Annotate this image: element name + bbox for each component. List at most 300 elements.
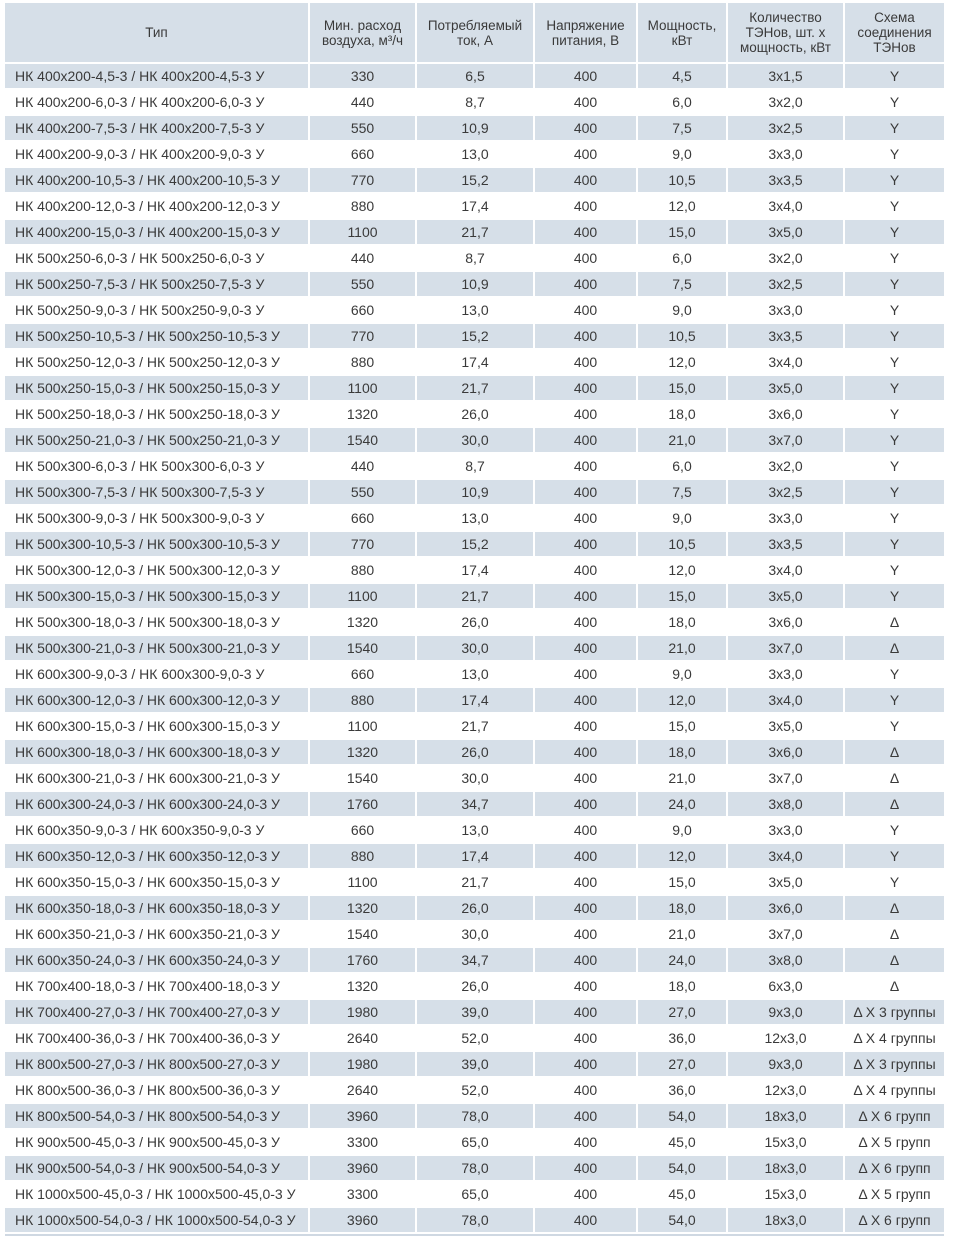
- cell-heater-count: 3x2,5: [727, 479, 844, 505]
- header-heater-count: Количество ТЭНов, шт. x мощность, кВт: [727, 3, 844, 63]
- cell-power: 9,0: [637, 661, 727, 687]
- cell-power: 21,0: [637, 635, 727, 661]
- cell-connection-scheme: Y: [844, 843, 944, 869]
- cell-min-airflow: 3960: [309, 1207, 416, 1233]
- cell-voltage: 400: [534, 921, 637, 947]
- cell-min-airflow: 880: [309, 193, 416, 219]
- table-row: [5, 583, 944, 609]
- cell-type: НК 600x300-18,0-3 / НК 600x300-18,0-3 У: [5, 739, 309, 765]
- cell-voltage: 400: [534, 1103, 637, 1129]
- cell-min-airflow: 1980: [309, 999, 416, 1025]
- cell-type: НК 400x200-12,0-3 / НК 400x200-12,0-3 У: [5, 193, 309, 219]
- cell-type: НК 500x250-18,0-3 / НК 500x250-18,0-3 У: [5, 401, 309, 427]
- cell-heater-count: 3x6,0: [727, 739, 844, 765]
- cell-connection-scheme: Y: [844, 401, 944, 427]
- cell-power: 54,0: [637, 1155, 727, 1181]
- cell-heater-count: 3x4,0: [727, 687, 844, 713]
- cell-type: НК 800x500-27,0-3 / НК 800x500-27,0-3 У: [5, 1051, 309, 1077]
- header-min-airflow: Мин. расход воздуха, м³/ч: [309, 3, 416, 63]
- table-row: [5, 843, 944, 869]
- cell-power: 21,0: [637, 921, 727, 947]
- cell-voltage: 400: [534, 1155, 637, 1181]
- cell-voltage: 400: [534, 765, 637, 791]
- cell-current: 15,2: [416, 531, 534, 557]
- cell-connection-scheme: Y: [844, 583, 944, 609]
- cell-type: НК 400x200-4,5-3 / НК 400x200-4,5-3 У: [5, 63, 309, 89]
- cell-current: 26,0: [416, 401, 534, 427]
- cell-heater-count: 12x3,0: [727, 1077, 844, 1103]
- cell-voltage: 400: [534, 583, 637, 609]
- table-row: [5, 817, 944, 843]
- cell-heater-count: 3x2,0: [727, 89, 844, 115]
- cell-power: 7,5: [637, 115, 727, 141]
- cell-connection-scheme: Y: [844, 687, 944, 713]
- cell-power: 45,0: [637, 1129, 727, 1155]
- cell-connection-scheme: Δ X 5 групп: [844, 1181, 944, 1207]
- cell-connection-scheme: Y: [844, 115, 944, 141]
- cell-power: 15,0: [637, 375, 727, 401]
- cell-voltage: 400: [534, 557, 637, 583]
- cell-heater-count: 15x3,0: [727, 1129, 844, 1155]
- cell-heater-count: 6x3,0: [727, 973, 844, 999]
- cell-power: 18,0: [637, 739, 727, 765]
- table-row: [5, 63, 944, 89]
- table-row: [5, 895, 944, 921]
- cell-type: НК 600x350-21,0-3 / НК 600x350-21,0-3 У: [5, 921, 309, 947]
- table-row: [5, 739, 944, 765]
- table-row: [5, 375, 944, 401]
- cell-heater-count: 3x3,0: [727, 661, 844, 687]
- cell-voltage: 400: [534, 947, 637, 973]
- cell-min-airflow: 770: [309, 167, 416, 193]
- table-row: [5, 427, 944, 453]
- cell-voltage: 400: [534, 1181, 637, 1207]
- cell-heater-count: 18x3,0: [727, 1103, 844, 1129]
- cell-type: НК 500x300-12,0-3 / НК 500x300-12,0-3 У: [5, 557, 309, 583]
- cell-type: НК 500x300-10,5-3 / НК 500x300-10,5-3 У: [5, 531, 309, 557]
- cell-type: НК 600x350-9,0-3 / НК 600x350-9,0-3 У: [5, 817, 309, 843]
- cell-current: 52,0: [416, 1025, 534, 1051]
- cell-current: 65,0: [416, 1129, 534, 1155]
- table-row: [5, 1103, 944, 1129]
- cell-connection-scheme: Y: [844, 713, 944, 739]
- table-row: [5, 973, 944, 999]
- cell-current: 8,7: [416, 245, 534, 271]
- table-row: [5, 1051, 944, 1077]
- cell-current: 13,0: [416, 817, 534, 843]
- cell-heater-count: 15x3,0: [727, 1181, 844, 1207]
- cell-heater-count: 3x7,0: [727, 765, 844, 791]
- cell-heater-count: 3x3,5: [727, 531, 844, 557]
- cell-heater-count: 3x5,0: [727, 869, 844, 895]
- cell-type: НК 600x300-12,0-3 / НК 600x300-12,0-3 У: [5, 687, 309, 713]
- cell-power: 4,5: [637, 63, 727, 89]
- cell-connection-scheme: Δ: [844, 609, 944, 635]
- table-body: [5, 63, 944, 1233]
- cell-min-airflow: 660: [309, 661, 416, 687]
- cell-heater-count: 3x4,0: [727, 843, 844, 869]
- cell-type: НК 600x300-15,0-3 / НК 600x300-15,0-3 У: [5, 713, 309, 739]
- cell-voltage: 400: [534, 271, 637, 297]
- table-row: [5, 661, 944, 687]
- cell-current: 15,2: [416, 167, 534, 193]
- cell-power: 15,0: [637, 869, 727, 895]
- cell-type: НК 400x200-15,0-3 / НК 400x200-15,0-3 У: [5, 219, 309, 245]
- cell-heater-count: 3x8,0: [727, 947, 844, 973]
- cell-current: 17,4: [416, 193, 534, 219]
- cell-connection-scheme: Δ X 5 групп: [844, 1129, 944, 1155]
- cell-power: 12,0: [637, 193, 727, 219]
- cell-type: НК 600x300-24,0-3 / НК 600x300-24,0-3 У: [5, 791, 309, 817]
- cell-power: 10,5: [637, 323, 727, 349]
- cell-current: 21,7: [416, 219, 534, 245]
- cell-connection-scheme: Δ: [844, 765, 944, 791]
- cell-connection-scheme: Y: [844, 271, 944, 297]
- cell-connection-scheme: Y: [844, 297, 944, 323]
- table-row: [5, 1181, 944, 1207]
- cell-voltage: 400: [534, 323, 637, 349]
- cell-type: НК 500x250-7,5-3 / НК 500x250-7,5-3 У: [5, 271, 309, 297]
- cell-power: 18,0: [637, 401, 727, 427]
- cell-voltage: 400: [534, 349, 637, 375]
- cell-current: 65,0: [416, 1181, 534, 1207]
- cell-current: 21,7: [416, 869, 534, 895]
- cell-voltage: 400: [534, 401, 637, 427]
- cell-min-airflow: 1320: [309, 739, 416, 765]
- cell-heater-count: 3x5,0: [727, 219, 844, 245]
- cell-heater-count: 18x3,0: [727, 1155, 844, 1181]
- table-row: [5, 401, 944, 427]
- cell-connection-scheme: Δ: [844, 973, 944, 999]
- cell-voltage: 400: [534, 739, 637, 765]
- cell-type: НК 500x300-21,0-3 / НК 500x300-21,0-3 У: [5, 635, 309, 661]
- table-row: [5, 89, 944, 115]
- cell-min-airflow: 550: [309, 271, 416, 297]
- cell-heater-count: 12x3,0: [727, 1025, 844, 1051]
- cell-voltage: 400: [534, 843, 637, 869]
- cell-type: НК 500x300-7,5-3 / НК 500x300-7,5-3 У: [5, 479, 309, 505]
- cell-power: 18,0: [637, 895, 727, 921]
- cell-power: 12,0: [637, 557, 727, 583]
- cell-voltage: 400: [534, 817, 637, 843]
- cell-voltage: 400: [534, 479, 637, 505]
- cell-heater-count: 3x5,0: [727, 583, 844, 609]
- header-row: [5, 3, 944, 63]
- cell-voltage: 400: [534, 1077, 637, 1103]
- cell-current: 78,0: [416, 1207, 534, 1233]
- cell-type: НК 700x400-36,0-3 / НК 700x400-36,0-3 У: [5, 1025, 309, 1051]
- cell-min-airflow: 440: [309, 89, 416, 115]
- cell-min-airflow: 1760: [309, 947, 416, 973]
- table-bottom-rule: [5, 1234, 944, 1236]
- cell-connection-scheme: Δ: [844, 921, 944, 947]
- cell-connection-scheme: Y: [844, 869, 944, 895]
- cell-power: 21,0: [637, 765, 727, 791]
- cell-connection-scheme: Δ: [844, 947, 944, 973]
- cell-voltage: 400: [534, 635, 637, 661]
- cell-current: 17,4: [416, 349, 534, 375]
- cell-type: НК 700x400-18,0-3 / НК 700x400-18,0-3 У: [5, 973, 309, 999]
- table-row: [5, 635, 944, 661]
- table-row: [5, 1025, 944, 1051]
- cell-connection-scheme: Δ X 3 группы: [844, 1051, 944, 1077]
- table-row: [5, 1207, 944, 1233]
- cell-min-airflow: 3300: [309, 1181, 416, 1207]
- cell-current: 34,7: [416, 947, 534, 973]
- cell-type: НК 500x300-9,0-3 / НК 500x300-9,0-3 У: [5, 505, 309, 531]
- cell-voltage: 400: [534, 687, 637, 713]
- cell-type: НК 600x300-9,0-3 / НК 600x300-9,0-3 У: [5, 661, 309, 687]
- cell-current: 26,0: [416, 973, 534, 999]
- cell-power: 7,5: [637, 479, 727, 505]
- cell-min-airflow: 880: [309, 687, 416, 713]
- cell-type: НК 600x350-12,0-3 / НК 600x350-12,0-3 У: [5, 843, 309, 869]
- cell-min-airflow: 1320: [309, 609, 416, 635]
- cell-type: НК 400x200-9,0-3 / НК 400x200-9,0-3 У: [5, 141, 309, 167]
- table-row: [5, 297, 944, 323]
- cell-current: 10,9: [416, 271, 534, 297]
- cell-heater-count: 3x5,0: [727, 375, 844, 401]
- cell-voltage: 400: [534, 661, 637, 687]
- cell-connection-scheme: Δ X 4 группы: [844, 1025, 944, 1051]
- table-row: [5, 765, 944, 791]
- cell-current: 39,0: [416, 1051, 534, 1077]
- cell-power: 6,0: [637, 245, 727, 271]
- cell-current: 17,4: [416, 843, 534, 869]
- cell-current: 30,0: [416, 635, 534, 661]
- cell-heater-count: 3x3,0: [727, 505, 844, 531]
- cell-min-airflow: 2640: [309, 1025, 416, 1051]
- cell-type: НК 900x500-45,0-3 / НК 900x500-45,0-3 У: [5, 1129, 309, 1155]
- cell-current: 8,7: [416, 89, 534, 115]
- cell-connection-scheme: Y: [844, 323, 944, 349]
- cell-power: 7,5: [637, 271, 727, 297]
- cell-voltage: 400: [534, 791, 637, 817]
- cell-current: 30,0: [416, 765, 534, 791]
- cell-connection-scheme: Δ X 6 групп: [844, 1155, 944, 1181]
- table-row: [5, 271, 944, 297]
- table-row: [5, 141, 944, 167]
- cell-current: 15,2: [416, 323, 534, 349]
- cell-type: НК 400x200-10,5-3 / НК 400x200-10,5-3 У: [5, 167, 309, 193]
- cell-current: 8,7: [416, 453, 534, 479]
- cell-current: 6,5: [416, 63, 534, 89]
- cell-min-airflow: 1540: [309, 921, 416, 947]
- cell-min-airflow: 1100: [309, 219, 416, 245]
- table-row: [5, 687, 944, 713]
- cell-heater-count: 3x2,5: [727, 271, 844, 297]
- header-connection-scheme: Схема соединения ТЭНов: [844, 3, 944, 63]
- cell-power: 27,0: [637, 999, 727, 1025]
- cell-current: 13,0: [416, 297, 534, 323]
- cell-type: НК 500x250-9,0-3 / НК 500x250-9,0-3 У: [5, 297, 309, 323]
- cell-power: 6,0: [637, 89, 727, 115]
- cell-heater-count: 3x6,0: [727, 401, 844, 427]
- cell-type: НК 500x250-10,5-3 / НК 500x250-10,5-3 У: [5, 323, 309, 349]
- cell-heater-count: 3x4,0: [727, 349, 844, 375]
- cell-type: НК 500x250-12,0-3 / НК 500x250-12,0-3 У: [5, 349, 309, 375]
- cell-current: 52,0: [416, 1077, 534, 1103]
- cell-type: НК 600x350-24,0-3 / НК 600x350-24,0-3 У: [5, 947, 309, 973]
- table-row: [5, 505, 944, 531]
- cell-power: 9,0: [637, 297, 727, 323]
- table-row: [5, 713, 944, 739]
- cell-heater-count: 3x4,0: [727, 557, 844, 583]
- cell-heater-count: 3x6,0: [727, 895, 844, 921]
- cell-current: 26,0: [416, 895, 534, 921]
- table-row: [5, 167, 944, 193]
- table-row: [5, 479, 944, 505]
- cell-heater-count: 3x1,5: [727, 63, 844, 89]
- table-row: [5, 531, 944, 557]
- cell-connection-scheme: Y: [844, 817, 944, 843]
- cell-min-airflow: 880: [309, 557, 416, 583]
- cell-voltage: 400: [534, 453, 637, 479]
- cell-current: 13,0: [416, 661, 534, 687]
- cell-current: 78,0: [416, 1155, 534, 1181]
- cell-voltage: 400: [534, 531, 637, 557]
- cell-power: 6,0: [637, 453, 727, 479]
- cell-voltage: 400: [534, 63, 637, 89]
- cell-current: 30,0: [416, 427, 534, 453]
- cell-min-airflow: 440: [309, 245, 416, 271]
- cell-power: 9,0: [637, 505, 727, 531]
- cell-power: 45,0: [637, 1181, 727, 1207]
- cell-min-airflow: 550: [309, 115, 416, 141]
- cell-min-airflow: 440: [309, 453, 416, 479]
- table-row: [5, 349, 944, 375]
- cell-type: НК 600x300-21,0-3 / НК 600x300-21,0-3 У: [5, 765, 309, 791]
- cell-type: НК 400x200-7,5-3 / НК 400x200-7,5-3 У: [5, 115, 309, 141]
- cell-power: 36,0: [637, 1077, 727, 1103]
- cell-connection-scheme: Δ X 3 группы: [844, 999, 944, 1025]
- cell-current: 13,0: [416, 141, 534, 167]
- cell-voltage: 400: [534, 89, 637, 115]
- cell-type: НК 600x350-18,0-3 / НК 600x350-18,0-3 У: [5, 895, 309, 921]
- specs-table: [5, 3, 944, 1234]
- cell-heater-count: 3x5,0: [727, 713, 844, 739]
- cell-type: НК 1000x500-54,0-3 / НК 1000x500-54,0-3 У: [5, 1207, 309, 1233]
- cell-voltage: 400: [534, 1051, 637, 1077]
- cell-power: 54,0: [637, 1207, 727, 1233]
- cell-voltage: 400: [534, 1129, 637, 1155]
- cell-voltage: 400: [534, 375, 637, 401]
- cell-min-airflow: 1100: [309, 375, 416, 401]
- cell-type: НК 400x200-6,0-3 / НК 400x200-6,0-3 У: [5, 89, 309, 115]
- cell-heater-count: 3x8,0: [727, 791, 844, 817]
- cell-connection-scheme: Δ X 6 групп: [844, 1103, 944, 1129]
- cell-heater-count: 3x7,0: [727, 635, 844, 661]
- cell-current: 26,0: [416, 739, 534, 765]
- cell-heater-count: 3x2,0: [727, 453, 844, 479]
- cell-connection-scheme: Y: [844, 375, 944, 401]
- cell-connection-scheme: Y: [844, 63, 944, 89]
- cell-power: 36,0: [637, 1025, 727, 1051]
- table-row: [5, 557, 944, 583]
- cell-min-airflow: 1100: [309, 713, 416, 739]
- cell-heater-count: 9x3,0: [727, 999, 844, 1025]
- cell-power: 9,0: [637, 817, 727, 843]
- cell-heater-count: 3x4,0: [727, 193, 844, 219]
- cell-type: НК 800x500-54,0-3 / НК 800x500-54,0-3 У: [5, 1103, 309, 1129]
- cell-power: 15,0: [637, 583, 727, 609]
- cell-power: 54,0: [637, 1103, 727, 1129]
- cell-heater-count: 3x3,5: [727, 167, 844, 193]
- cell-current: 26,0: [416, 609, 534, 635]
- cell-current: 34,7: [416, 791, 534, 817]
- table-row: [5, 791, 944, 817]
- table-row: [5, 219, 944, 245]
- cell-heater-count: 3x6,0: [727, 609, 844, 635]
- cell-type: НК 600x350-15,0-3 / НК 600x350-15,0-3 У: [5, 869, 309, 895]
- cell-power: 27,0: [637, 1051, 727, 1077]
- table-row: [5, 999, 944, 1025]
- cell-min-airflow: 1540: [309, 427, 416, 453]
- cell-min-airflow: 1320: [309, 973, 416, 999]
- cell-min-airflow: 660: [309, 505, 416, 531]
- cell-min-airflow: 1100: [309, 583, 416, 609]
- cell-power: 10,5: [637, 531, 727, 557]
- cell-heater-count: 3x3,5: [727, 323, 844, 349]
- cell-voltage: 400: [534, 1025, 637, 1051]
- table-row: [5, 947, 944, 973]
- cell-connection-scheme: Δ X 4 группы: [844, 1077, 944, 1103]
- cell-voltage: 400: [534, 219, 637, 245]
- cell-voltage: 400: [534, 297, 637, 323]
- cell-min-airflow: 1540: [309, 765, 416, 791]
- table-row: [5, 609, 944, 635]
- cell-power: 18,0: [637, 609, 727, 635]
- cell-power: 10,5: [637, 167, 727, 193]
- cell-min-airflow: 1320: [309, 895, 416, 921]
- cell-min-airflow: 1320: [309, 401, 416, 427]
- cell-heater-count: 18x3,0: [727, 1207, 844, 1233]
- table-row: [5, 323, 944, 349]
- cell-connection-scheme: Δ: [844, 791, 944, 817]
- cell-min-airflow: 770: [309, 531, 416, 557]
- table-row: [5, 245, 944, 271]
- cell-connection-scheme: Y: [844, 479, 944, 505]
- cell-min-airflow: 3960: [309, 1103, 416, 1129]
- cell-connection-scheme: Y: [844, 349, 944, 375]
- cell-heater-count: 9x3,0: [727, 1051, 844, 1077]
- cell-connection-scheme: Y: [844, 453, 944, 479]
- cell-power: 9,0: [637, 141, 727, 167]
- cell-heater-count: 3x7,0: [727, 427, 844, 453]
- cell-power: 12,0: [637, 843, 727, 869]
- cell-min-airflow: 330: [309, 63, 416, 89]
- cell-connection-scheme: Δ X 6 групп: [844, 1207, 944, 1233]
- cell-type: НК 1000x500-45,0-3 / НК 1000x500-45,0-3 У: [5, 1181, 309, 1207]
- cell-voltage: 400: [534, 895, 637, 921]
- table-row: [5, 921, 944, 947]
- cell-heater-count: 3x2,0: [727, 245, 844, 271]
- cell-connection-scheme: Y: [844, 505, 944, 531]
- cell-power: 12,0: [637, 687, 727, 713]
- cell-min-airflow: 1100: [309, 869, 416, 895]
- cell-min-airflow: 3300: [309, 1129, 416, 1155]
- cell-min-airflow: 3960: [309, 1155, 416, 1181]
- cell-type: НК 500x250-15,0-3 / НК 500x250-15,0-3 У: [5, 375, 309, 401]
- cell-current: 21,7: [416, 375, 534, 401]
- header-voltage: Напряжение питания, В: [534, 3, 637, 63]
- cell-connection-scheme: Y: [844, 167, 944, 193]
- cell-power: 15,0: [637, 219, 727, 245]
- cell-min-airflow: 550: [309, 479, 416, 505]
- cell-connection-scheme: Y: [844, 245, 944, 271]
- cell-voltage: 400: [534, 1207, 637, 1233]
- cell-min-airflow: 770: [309, 323, 416, 349]
